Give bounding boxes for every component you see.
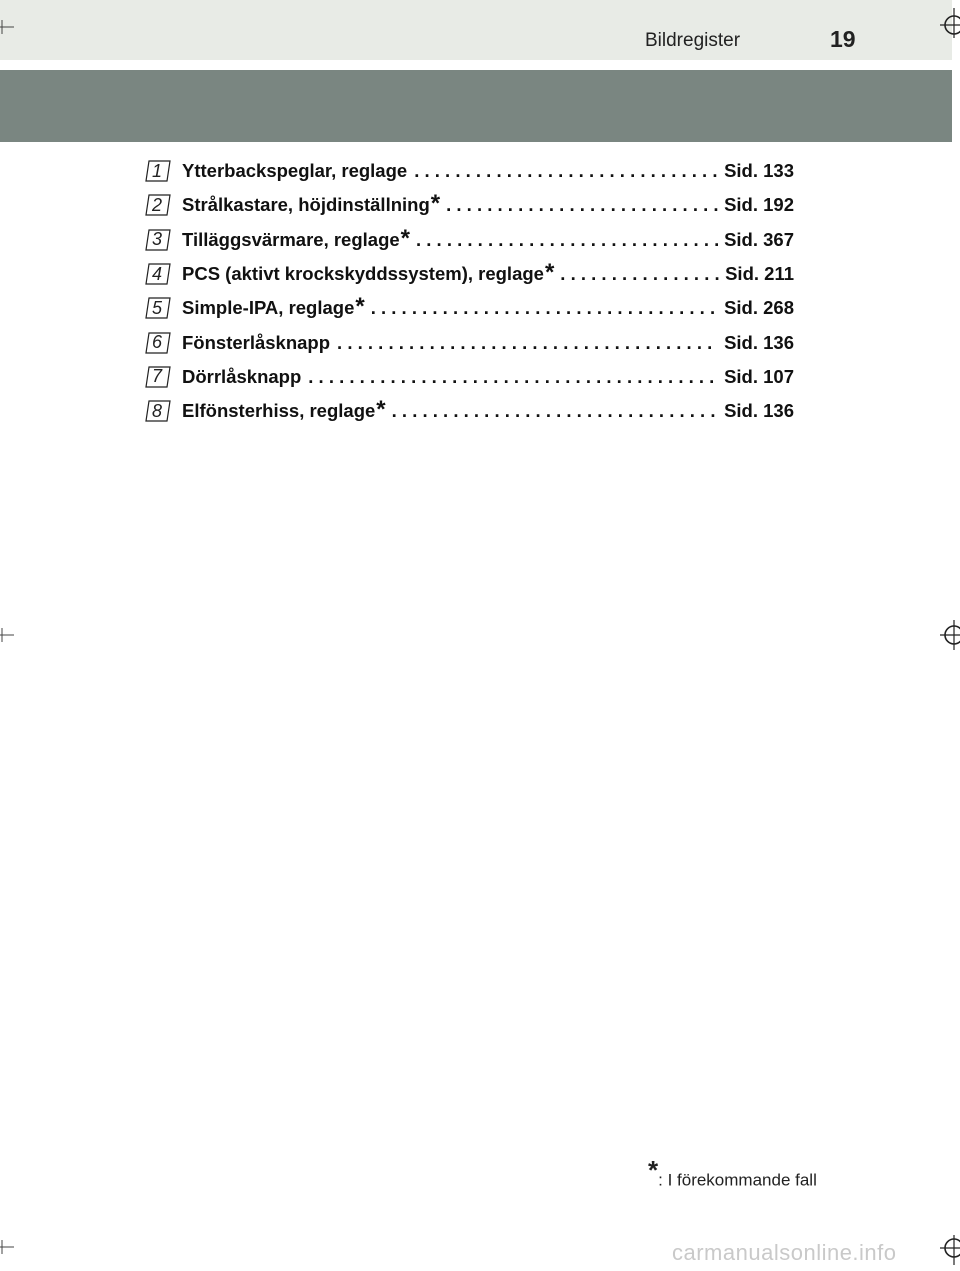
toc-item-title: Ytterbackspeglar, reglage bbox=[182, 160, 408, 182]
item-number-badge: 2 bbox=[143, 193, 171, 217]
crop-mark-icon bbox=[0, 20, 14, 34]
leader-dots bbox=[560, 263, 719, 285]
footnote-symbol: * bbox=[648, 1155, 659, 1185]
watermark: carmanualsonline.info bbox=[672, 1240, 897, 1265]
page-header bbox=[0, 0, 952, 60]
toc-item-title: Tilläggsvärmare, reglage bbox=[182, 228, 400, 250]
registration-mark-icon bbox=[935, 8, 960, 38]
item-number-badge: 6 bbox=[143, 331, 171, 355]
leader-dots bbox=[308, 366, 718, 388]
toc-item-page: Sid. 367 bbox=[724, 228, 794, 250]
toc-item[interactable]: 2 Strålkastare, höjdinställning * . . . Sid. 192 bbox=[143, 188, 803, 222]
toc-item-page: Sid. 107 bbox=[724, 365, 794, 387]
toc-item-page: Sid. 133 bbox=[724, 160, 794, 182]
item-number-badge: 8 bbox=[143, 399, 171, 423]
item-number-badge: 7 bbox=[143, 365, 171, 389]
toc-item-page: Sid. 136 bbox=[724, 400, 794, 422]
crop-mark-icon bbox=[0, 1240, 14, 1254]
toc-item-title: Elfönsterhiss, reglage bbox=[182, 400, 376, 422]
footnote-text: : I förekommande fall bbox=[658, 1170, 817, 1190]
leader-dots bbox=[371, 297, 718, 319]
toc-item[interactable] bbox=[143, 154, 803, 188]
toc-item-page: Sid. 136 bbox=[724, 331, 794, 353]
leader-dots bbox=[392, 400, 718, 422]
toc-item-page: Sid. 211 bbox=[725, 263, 794, 285]
leader-dots bbox=[416, 229, 718, 251]
toc-item-title: Strålkastare, höjdinställning bbox=[182, 194, 430, 216]
item-number-badge: 4 bbox=[143, 262, 171, 286]
toc-item[interactable] bbox=[143, 325, 803, 359]
toc-item[interactable] bbox=[143, 360, 803, 394]
registration-mark-icon bbox=[935, 1235, 960, 1265]
toc-item-page: Sid. 192 bbox=[724, 194, 794, 216]
toc-item-title: Dörrlåsknapp bbox=[182, 365, 302, 387]
toc-item-title: Fönsterlåsknapp bbox=[182, 331, 331, 353]
item-number-badge: 1 bbox=[143, 159, 171, 183]
section-title: Bildregister bbox=[645, 30, 741, 51]
page-number: 19 bbox=[830, 26, 856, 52]
item-number-badge: 5 bbox=[143, 296, 171, 320]
toc-list bbox=[143, 154, 803, 428]
toc-item[interactable]: 5 Simple-IPA, reglage * . . . Sid. 268 bbox=[143, 291, 803, 325]
leader-dots bbox=[446, 194, 718, 216]
leader-dots bbox=[337, 332, 718, 354]
toc-item-title: Simple-IPA, reglage bbox=[182, 297, 355, 319]
toc-item-page: Sid. 268 bbox=[724, 297, 794, 319]
leader-dots bbox=[414, 160, 718, 182]
toc-item-title: PCS (aktivt krockskyddssystem), reglage bbox=[182, 263, 544, 285]
footnote bbox=[648, 1155, 817, 1191]
crop-mark-icon bbox=[0, 628, 14, 642]
toc-item[interactable]: 8 Elfönsterhiss, reglage * . . . Sid. 136 bbox=[143, 394, 803, 428]
item-number-badge: 3 bbox=[143, 228, 171, 252]
toc-item[interactable]: 3 Tilläggsvärmare, reglage * . . . Sid. 367 bbox=[143, 223, 803, 257]
section-band bbox=[0, 70, 952, 142]
registration-mark-icon bbox=[935, 620, 960, 650]
toc-item[interactable]: 4 PCS (aktivt krockskyddssystem), reglage * . . . Sid. 211 bbox=[143, 257, 803, 291]
